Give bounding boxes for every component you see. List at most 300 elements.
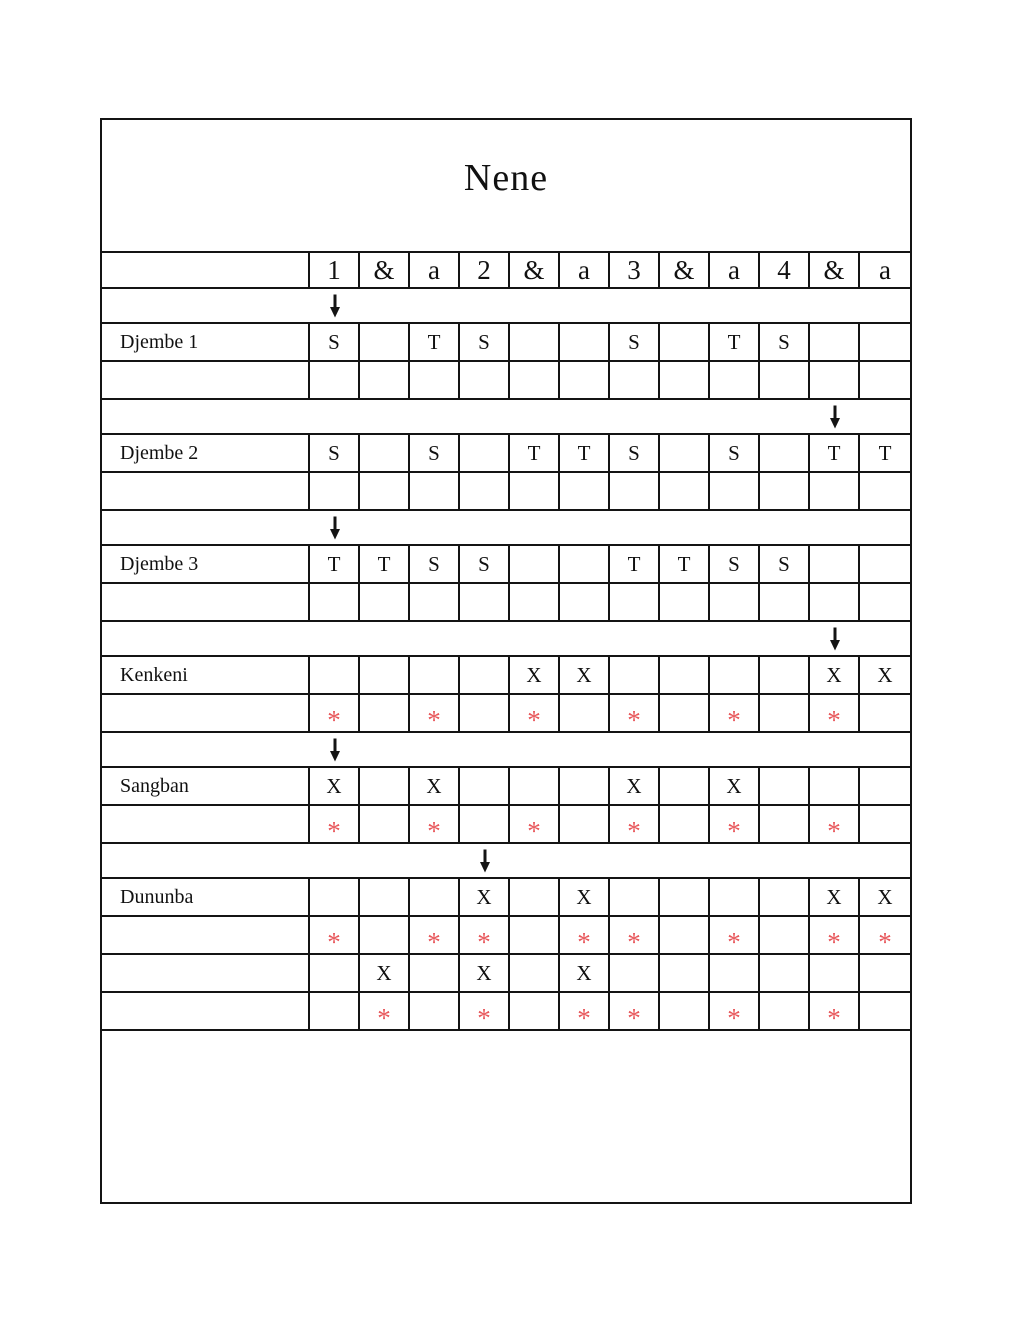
note-cell <box>860 473 910 509</box>
blank-row <box>102 1031 910 1202</box>
notes-row <box>102 879 910 917</box>
instrument-label: Dununba <box>102 879 310 915</box>
note-cell <box>510 546 560 582</box>
cell-text: & <box>823 254 845 285</box>
note-cell <box>310 955 360 991</box>
accent-cell <box>310 806 360 846</box>
beat-header-cell <box>560 253 610 287</box>
accent-cell <box>710 993 760 1033</box>
accent-cell <box>560 993 610 1033</box>
note-cell <box>660 362 710 398</box>
label-cell-empty <box>102 253 310 287</box>
cell-text: * <box>827 704 841 735</box>
note-cell <box>610 473 660 509</box>
spacer-row <box>102 844 910 879</box>
cell-text: 3 <box>627 254 641 285</box>
note-cell <box>310 546 360 582</box>
note-cell <box>810 435 860 471</box>
down-arrow-icon <box>829 627 841 650</box>
accent-cell <box>510 806 560 846</box>
accent-cell <box>310 917 360 957</box>
cell-text: S <box>728 551 740 576</box>
accent-cell <box>860 917 910 957</box>
note-cell <box>660 768 710 804</box>
instrument-label: Sangban <box>102 768 310 804</box>
cell-text: S <box>778 551 790 576</box>
accents-row <box>102 695 910 733</box>
cell-text: * <box>627 815 641 846</box>
beat-header-cell <box>460 253 510 287</box>
note-cell <box>760 473 810 509</box>
cell-text: * <box>477 926 491 957</box>
notes-row <box>102 324 910 362</box>
note-cell <box>410 955 460 991</box>
cell-text: * <box>727 1002 741 1033</box>
accent-cell <box>360 695 410 731</box>
note-cell <box>460 879 510 915</box>
label-cell-empty <box>102 473 310 509</box>
note-cell <box>510 435 560 471</box>
cell-text: T <box>627 551 641 576</box>
note-cell <box>610 879 660 915</box>
note-cell <box>410 362 460 398</box>
title-row <box>102 120 910 253</box>
cell-text: S <box>428 551 440 576</box>
note-cell <box>360 657 410 693</box>
note-cell <box>810 473 860 509</box>
note-cell <box>860 768 910 804</box>
note-cell <box>760 768 810 804</box>
accent-cell <box>710 917 760 957</box>
cell-text: X <box>576 960 592 985</box>
down-arrow-icon <box>329 516 341 539</box>
note-cell <box>460 324 510 360</box>
cell-text: X <box>576 662 592 687</box>
cell-text: T <box>677 551 691 576</box>
cell-text: * <box>427 704 441 735</box>
note-cell <box>710 435 760 471</box>
accent-cell <box>610 806 660 846</box>
note-cell <box>510 768 560 804</box>
cell-text: * <box>427 815 441 846</box>
accent-cell <box>660 993 710 1029</box>
note-cell <box>310 584 360 620</box>
instrument-label: Djembe 3 <box>102 546 310 582</box>
spacer-row <box>102 622 910 657</box>
cell-text: * <box>327 704 341 735</box>
beat-header-cell <box>710 253 760 287</box>
accent-cell <box>760 806 810 842</box>
cell-text: X <box>826 662 842 687</box>
accent-cell <box>660 917 710 953</box>
note-cell <box>860 955 910 991</box>
accent-cell <box>460 806 510 842</box>
spacer-row <box>102 511 910 546</box>
note-cell <box>560 362 610 398</box>
note-cell <box>360 955 410 991</box>
rhythm-grid <box>102 253 910 1202</box>
note-cell <box>660 435 710 471</box>
beat-header-cell <box>410 253 460 287</box>
cell-text: a <box>428 254 440 285</box>
cell-text: X <box>426 773 442 798</box>
beat-header-cell <box>310 253 360 287</box>
cell-text: T <box>377 551 391 576</box>
accent-cell <box>610 917 660 957</box>
cell-text: T <box>327 551 341 576</box>
note-cell <box>810 362 860 398</box>
note-cell <box>660 955 710 991</box>
cell-text: X <box>376 960 392 985</box>
note-cell <box>810 768 860 804</box>
accents-row <box>102 806 910 844</box>
note-cell <box>360 473 410 509</box>
accent-cell <box>760 695 810 731</box>
cell-text: S <box>428 440 440 465</box>
note-cell <box>360 768 410 804</box>
cell-text: T <box>827 440 841 465</box>
accent-cell <box>510 917 560 953</box>
cell-text: & <box>673 254 695 285</box>
note-cell <box>560 584 610 620</box>
beat-header-cell <box>860 253 910 287</box>
cell-text: S <box>628 440 640 465</box>
down-arrow-icon <box>829 405 841 428</box>
cell-text: * <box>327 815 341 846</box>
label-cell-empty <box>102 993 310 1029</box>
cell-text: * <box>727 815 741 846</box>
note-cell <box>410 473 460 509</box>
note-cell <box>760 584 810 620</box>
note-cell <box>510 324 560 360</box>
cell-text: * <box>577 926 591 957</box>
cell-text: * <box>878 926 892 957</box>
notes-row <box>102 768 910 806</box>
cell-text: * <box>627 704 641 735</box>
cell-text: * <box>627 1002 641 1033</box>
accent-cell <box>310 993 360 1029</box>
note-cell <box>310 324 360 360</box>
cell-text: a <box>728 254 740 285</box>
notes-row <box>102 657 910 695</box>
label-cell-empty <box>102 584 310 620</box>
accent-cell <box>410 695 460 735</box>
down-arrow-icon <box>479 849 491 872</box>
accent-cell <box>860 993 910 1029</box>
note-cell <box>660 657 710 693</box>
note-cell <box>410 435 460 471</box>
note-cell <box>810 955 860 991</box>
accent-cell <box>560 806 610 842</box>
cell-text: T <box>577 440 591 465</box>
cell-text: X <box>826 884 842 909</box>
note-cell <box>810 584 860 620</box>
note-cell <box>410 657 460 693</box>
note-cell <box>460 955 510 991</box>
notes-row <box>102 546 910 584</box>
cell-text: X <box>326 773 342 798</box>
accent-cell <box>560 917 610 957</box>
note-cell <box>360 362 410 398</box>
note-cell <box>710 473 760 509</box>
label-cell-empty <box>102 917 310 953</box>
cell-text: T <box>527 440 541 465</box>
cell-text: * <box>527 815 541 846</box>
notes-row <box>102 584 910 622</box>
accent-cell <box>660 806 710 842</box>
note-cell <box>860 362 910 398</box>
cell-text: S <box>478 551 490 576</box>
note-cell <box>410 584 460 620</box>
label-cell-empty <box>102 955 310 991</box>
note-cell <box>610 546 660 582</box>
cell-text: * <box>577 1002 591 1033</box>
accent-cell <box>460 993 510 1033</box>
label-cell-empty <box>102 362 310 398</box>
cell-text: S <box>478 329 490 354</box>
cell-text: a <box>578 254 590 285</box>
note-cell <box>310 768 360 804</box>
accent-cell <box>710 695 760 735</box>
note-cell <box>860 435 910 471</box>
cell-text: X <box>576 884 592 909</box>
cell-text: S <box>328 440 340 465</box>
note-cell <box>460 768 510 804</box>
cell-text: * <box>827 926 841 957</box>
cell-text: * <box>427 926 441 957</box>
note-cell <box>510 879 560 915</box>
note-cell <box>810 879 860 915</box>
cell-text: T <box>427 329 441 354</box>
note-cell <box>610 324 660 360</box>
note-cell <box>360 879 410 915</box>
cell-text: * <box>827 1002 841 1033</box>
note-cell <box>310 657 360 693</box>
cell-text: & <box>373 254 395 285</box>
note-cell <box>760 362 810 398</box>
note-cell <box>510 473 560 509</box>
cell-text: * <box>827 815 841 846</box>
note-cell <box>560 324 610 360</box>
accents-row <box>102 917 910 955</box>
accent-cell <box>810 695 860 735</box>
note-cell <box>760 546 810 582</box>
down-arrow-icon <box>329 738 341 761</box>
note-cell <box>660 584 710 620</box>
accent-cell <box>610 695 660 735</box>
accent-cell <box>710 806 760 846</box>
cell-text: 4 <box>777 254 791 285</box>
accent-cell <box>660 695 710 731</box>
accent-cell <box>810 917 860 957</box>
cell-text: 2 <box>477 254 491 285</box>
note-cell <box>810 657 860 693</box>
note-cell <box>360 584 410 620</box>
cell-text: X <box>877 884 893 909</box>
label-cell-empty <box>102 695 310 731</box>
cell-text: S <box>328 329 340 354</box>
cell-text: X <box>877 662 893 687</box>
accent-cell <box>360 917 410 953</box>
instrument-label: Kenkeni <box>102 657 310 693</box>
notes-row <box>102 955 910 993</box>
accent-cell <box>760 993 810 1029</box>
accent-cell <box>510 695 560 735</box>
note-cell <box>410 879 460 915</box>
note-cell <box>460 473 510 509</box>
note-cell <box>360 324 410 360</box>
cell-text: * <box>377 1002 391 1033</box>
beat-header-cell <box>760 253 810 287</box>
note-cell <box>860 657 910 693</box>
note-cell <box>710 955 760 991</box>
note-cell <box>860 546 910 582</box>
cell-text: X <box>626 773 642 798</box>
accent-cell <box>360 993 410 1033</box>
cell-text: S <box>628 329 640 354</box>
accent-cell <box>460 695 510 731</box>
cell-text: S <box>728 440 740 465</box>
accent-cell <box>860 806 910 842</box>
accent-cell <box>310 695 360 735</box>
note-cell <box>760 324 810 360</box>
cell-text: 1 <box>327 254 341 285</box>
header-row <box>102 253 910 289</box>
accents-row <box>102 993 910 1031</box>
note-cell <box>760 955 810 991</box>
note-cell <box>660 324 710 360</box>
spacer-row <box>102 733 910 768</box>
note-cell <box>560 879 610 915</box>
accent-cell <box>410 806 460 846</box>
note-cell <box>860 584 910 620</box>
note-cell <box>560 473 610 509</box>
note-cell <box>560 657 610 693</box>
note-cell <box>310 473 360 509</box>
note-cell <box>710 768 760 804</box>
note-cell <box>760 657 810 693</box>
cell-text: * <box>527 704 541 735</box>
note-cell <box>560 435 610 471</box>
accent-cell <box>810 806 860 846</box>
note-cell <box>460 546 510 582</box>
accent-cell <box>460 917 510 957</box>
note-cell <box>810 324 860 360</box>
beat-header-cell <box>360 253 410 287</box>
note-cell <box>710 879 760 915</box>
accent-cell <box>410 993 460 1029</box>
cell-text: X <box>476 884 492 909</box>
cell-text: S <box>778 329 790 354</box>
note-cell <box>610 768 660 804</box>
cell-text: T <box>727 329 741 354</box>
note-cell <box>610 955 660 991</box>
spacer-row <box>102 400 910 435</box>
notes-row <box>102 435 910 473</box>
cell-text: * <box>477 1002 491 1033</box>
note-cell <box>860 879 910 915</box>
accent-cell <box>510 993 560 1029</box>
accent-cell <box>760 917 810 953</box>
note-cell <box>710 657 760 693</box>
beat-header-cell <box>810 253 860 287</box>
accent-cell <box>560 695 610 731</box>
spacer-row <box>102 289 910 324</box>
note-cell <box>460 657 510 693</box>
note-cell <box>610 657 660 693</box>
accent-cell <box>360 806 410 842</box>
note-cell <box>510 657 560 693</box>
beat-header-cell <box>610 253 660 287</box>
note-cell <box>310 879 360 915</box>
note-cell <box>510 584 560 620</box>
note-cell <box>560 768 610 804</box>
down-arrow-icon <box>329 294 341 317</box>
note-cell <box>660 546 710 582</box>
cell-text: X <box>476 960 492 985</box>
note-cell <box>510 955 560 991</box>
note-cell <box>360 435 410 471</box>
notation-sheet <box>100 118 912 1204</box>
note-cell <box>660 473 710 509</box>
note-cell <box>710 324 760 360</box>
note-cell <box>610 584 660 620</box>
note-cell <box>710 546 760 582</box>
accent-cell <box>410 917 460 957</box>
note-cell <box>660 879 710 915</box>
instrument-label: Djembe 1 <box>102 324 310 360</box>
note-cell <box>610 362 660 398</box>
note-cell <box>710 362 760 398</box>
beat-header-cell <box>660 253 710 287</box>
cell-text: & <box>523 254 545 285</box>
cell-text: X <box>526 662 542 687</box>
cell-text: * <box>727 704 741 735</box>
note-cell <box>760 435 810 471</box>
notes-row <box>102 473 910 511</box>
beat-header-cell <box>510 253 560 287</box>
accent-cell <box>860 695 910 731</box>
note-cell <box>560 955 610 991</box>
instrument-label: Djembe 2 <box>102 435 310 471</box>
note-cell <box>310 435 360 471</box>
note-cell <box>410 324 460 360</box>
note-cell <box>860 324 910 360</box>
accent-cell <box>610 993 660 1033</box>
note-cell <box>610 435 660 471</box>
note-cell <box>810 546 860 582</box>
note-cell <box>460 435 510 471</box>
note-cell <box>360 546 410 582</box>
note-cell <box>410 768 460 804</box>
note-cell <box>760 879 810 915</box>
note-cell <box>310 362 360 398</box>
note-cell <box>710 584 760 620</box>
cell-text: X <box>726 773 742 798</box>
note-cell <box>560 546 610 582</box>
cell-text: T <box>878 440 892 465</box>
cell-text: * <box>627 926 641 957</box>
note-cell <box>460 362 510 398</box>
page-title: Nene <box>463 156 549 199</box>
note-cell <box>460 584 510 620</box>
notes-row <box>102 362 910 400</box>
cell-text: * <box>327 926 341 957</box>
label-cell-empty <box>102 806 310 842</box>
note-cell <box>510 362 560 398</box>
note-cell <box>410 546 460 582</box>
accent-cell <box>810 993 860 1033</box>
